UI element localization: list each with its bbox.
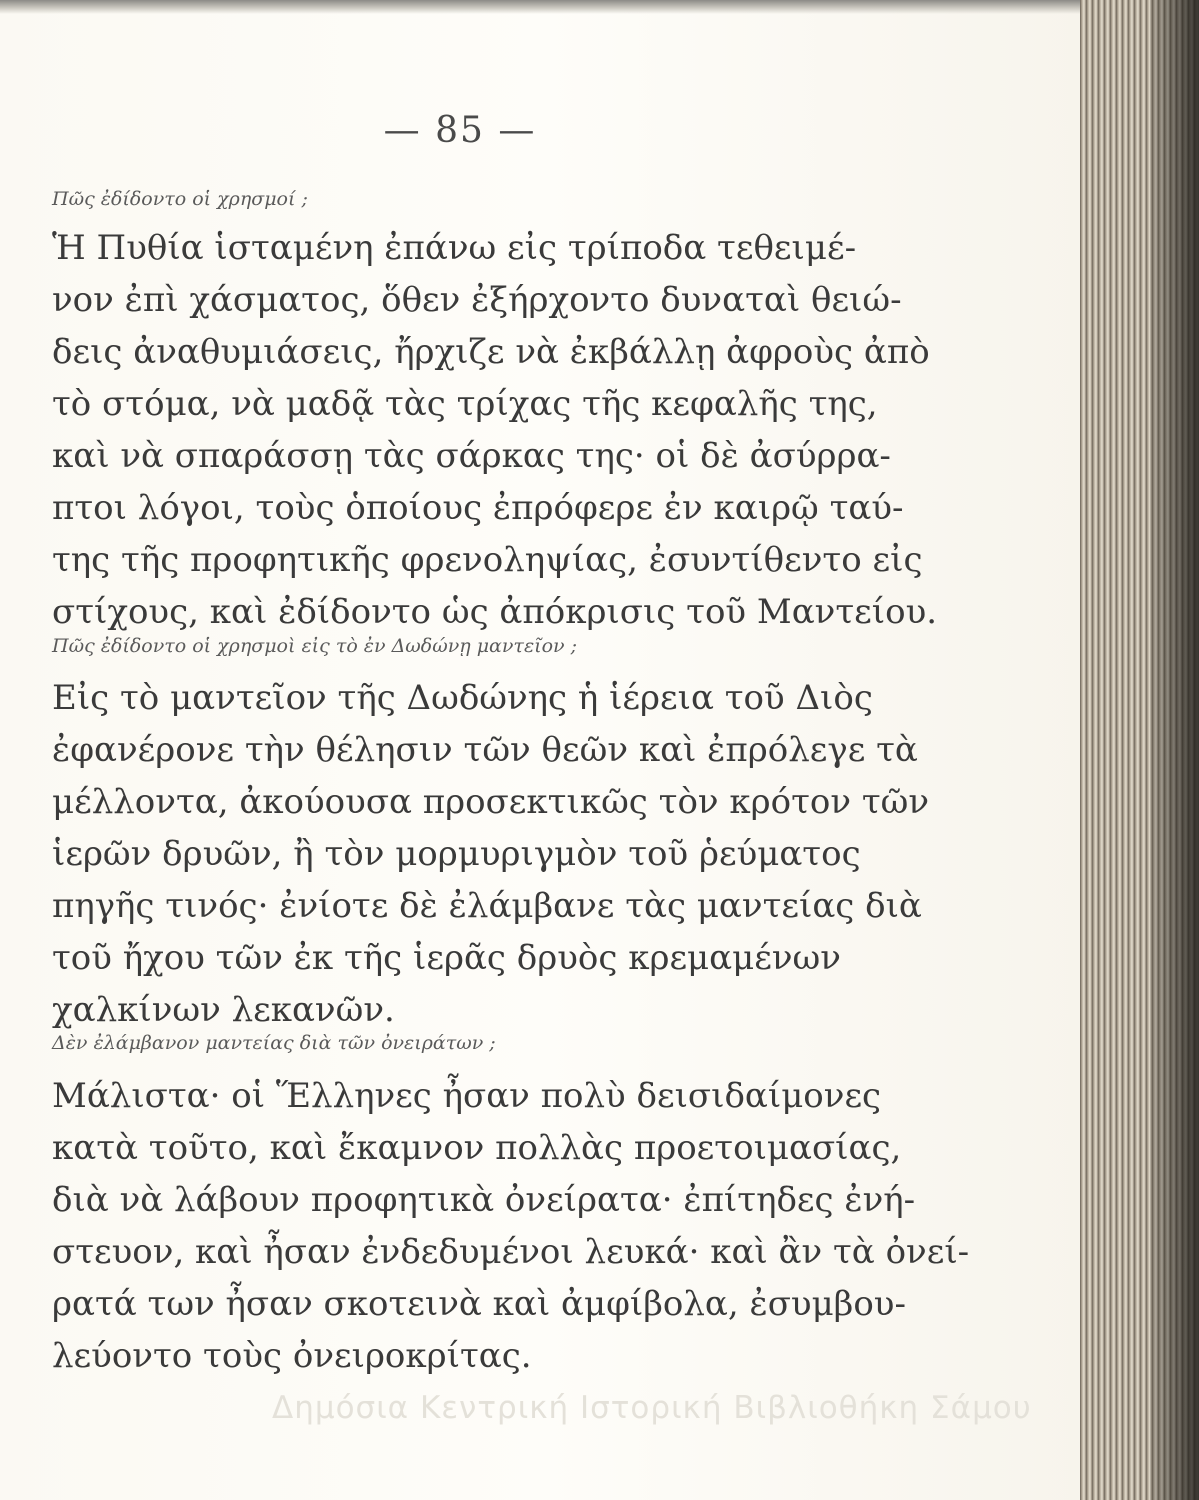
text-line: πηγῆς τινός· ἐνίοτε δὲ ἐλάμβανε τὰς μαντείας διὰ [52,886,922,926]
text-line: της τῆς προφητικῆς φρενοληψίας, ἐσυντίθεντο εἰς [52,540,923,580]
text-line: λεύοντο τοὺς ὀνειροκρίτας. [52,1336,532,1376]
page-number: — 85 — [383,110,537,151]
text-line: καὶ νὰ σπαράσσῃ τὰς σάρκας της· οἱ δὲ ἀσύρρα- [52,436,891,476]
text-line: κατὰ τοῦτο, καὶ ἔκαμνον πολλὰς προετοιμασίας, [52,1128,902,1168]
text-line: στευον, καὶ ἦσαν ἐνδεδυμένοι λευκά· καὶ ἂν τὰ ὀνεί- [52,1232,970,1272]
top-page-shadow [0,0,1199,14]
text-line: ἐφανέρονε τὴν θέλησιν τῶν θεῶν καὶ ἐπρόλεγε τὰ [52,730,918,770]
text-line: πτοι λόγοι, τοὺς ὁποίους ἐπρόφερε ἐν καιρῷ ταύ- [52,488,904,528]
text-line: Μάλιστα· οἱ Ἕλληνες ἦσαν πολὺ δεισιδαίμονες [52,1076,882,1116]
text-line: μέλλοντα, ἀκούουσα προσεκτικῶς τὸν κρότον τῶν [52,782,930,822]
text-line: νον ἐπὶ χάσματος, ὅθεν ἐξήρχοντο δυναταὶ θειώ- [52,280,902,320]
text-line: τὸ στόμα, νὰ μαδᾷ τὰς τρίχας τῆς κεφαλῆς της, [52,384,878,424]
text-line: δεις ἀναθυμιάσεις, ἤρχιζε νὰ ἐκβάλλῃ ἀφροὺς ἀπὸ [52,332,930,372]
text-line: ρατά των ἦσαν σκοτεινὰ καὶ ἀμφίβολα, ἐσυμβου- [52,1284,906,1324]
text-line: στίχους, καὶ ἐδίδοντο ὡς ἀπόκρισις τοῦ Μαντείου. [52,592,938,632]
question-3: Δὲν ἐλάμβανον μαντείας διὰ τῶν ὀνειράτων ; [52,1032,496,1054]
text-line: ἱερῶν δρυῶν, ἢ τὸν μορμυριγμὸν τοῦ ῥεύματος [52,834,861,874]
question-2: Πῶς ἐδίδοντο οἱ χρησμοὶ εἰς τὸ ἐν Δωδώνῃ μαντεῖον ; [52,635,578,657]
text-line: Εἰς τὸ μαντεῖον τῆς Δωδώνης ἡ ἱέρεια τοῦ Διὸς [52,678,873,718]
library-watermark: Δημόσια Κεντρική Ιστορική Βιβλιοθήκη Σάμου [272,1390,1032,1426]
text-line: Ἡ Πυθία ἱσταμένη ἐπάνω εἰς τρίποδα τεθειμέ- [52,228,857,268]
binding-shadow [1150,0,1199,1500]
text-line: τοῦ ἤχου τῶν ἐκ τῆς ἱερᾶς δρυὸς κρεμαμένων [52,938,841,978]
text-line: διὰ νὰ λάβουν προφητικὰ ὀνείρατα· ἐπίτηδες ἐνή- [52,1180,916,1220]
question-1: Πῶς ἐδίδοντο οἱ χρησμοί ; [52,188,308,210]
text-line: χαλκίνων λεκανῶν. [52,990,395,1030]
